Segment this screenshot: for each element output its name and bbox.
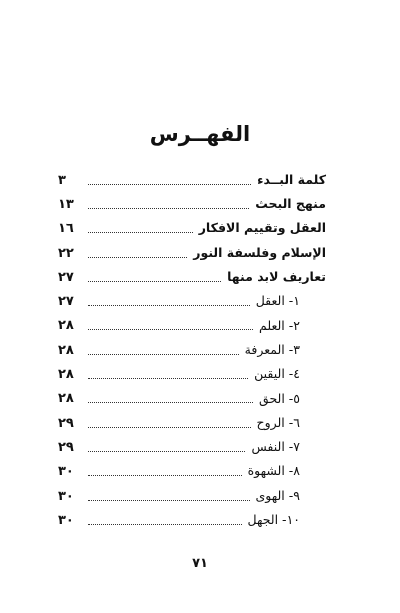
dot-leader — [88, 392, 253, 403]
toc-subentry — [58, 289, 326, 313]
dot-leader — [88, 465, 242, 476]
toc-entry-page: ١٣ — [58, 196, 74, 212]
page-title: الفهــرس — [149, 122, 251, 146]
toc-entry-page: ٢٧ — [58, 294, 74, 310]
dot-leader — [88, 198, 249, 209]
toc-entry-page: ٢٧ — [58, 269, 74, 285]
toc-entry-page: ٢٨ — [58, 318, 74, 334]
toc-entry-page: ٣٠ — [58, 488, 74, 504]
toc-entry-page: ٢٩ — [58, 415, 74, 431]
toc-entry-page: ٣٠ — [58, 512, 74, 528]
dot-leader — [88, 319, 253, 330]
toc-subentry — [58, 411, 326, 435]
dot-leader — [88, 295, 250, 306]
toc-entry-page: ٣ — [58, 172, 66, 188]
toc-entry — [58, 192, 326, 216]
toc-entry-title: ٩- الهوى — [255, 487, 300, 503]
toc-subentry — [58, 508, 326, 532]
toc-entry-title: ٥- الحق — [259, 390, 300, 406]
toc-entry-title: ٨- الشهوة — [247, 463, 300, 479]
page-number: ٧١ — [192, 556, 208, 571]
toc-entry-page: ٢٩ — [58, 439, 74, 455]
toc-subentry — [58, 460, 326, 484]
toc-entry-title: العقل وتقييم الافكار — [198, 220, 326, 236]
toc-entry-page: ٢٨ — [58, 367, 74, 383]
dot-leader — [88, 441, 245, 452]
dot-leader — [88, 514, 242, 525]
toc-entry — [58, 241, 326, 265]
dot-leader — [88, 417, 251, 428]
toc-subentry — [58, 484, 326, 508]
toc-entry-page: ٢٢ — [58, 245, 74, 261]
toc-entry-title: الإسلام وفلسفة النور — [193, 244, 326, 260]
dot-leader — [88, 344, 239, 355]
toc-subentry — [58, 362, 326, 386]
toc-entry-page: ١٦ — [58, 221, 74, 237]
toc-subentry — [58, 338, 326, 362]
toc-entry-title: ٢- العلم — [259, 317, 300, 333]
toc-subentry — [58, 435, 326, 459]
toc-entry-title: منهج البحث — [255, 196, 326, 212]
toc-entry-title: ١- العقل — [255, 293, 300, 309]
toc-entry-title: ٣- المعرفة — [244, 341, 300, 357]
toc-entry-page: ٢٨ — [58, 342, 74, 358]
dot-leader — [88, 490, 250, 501]
toc-entry — [58, 217, 326, 241]
dot-leader — [88, 247, 187, 258]
toc-entry-page: ٣٠ — [58, 464, 74, 480]
toc-entry-title: ٤- اليقين — [254, 366, 300, 382]
toc-entry — [58, 265, 326, 289]
toc-entry-title: كلمة البــدء — [257, 171, 326, 187]
toc-entry-title: ١٠- الجهل — [247, 512, 300, 528]
dot-leader — [88, 222, 193, 233]
dot-leader — [88, 174, 251, 185]
toc-entry — [58, 168, 326, 192]
toc-entry-page: ٢٨ — [58, 391, 74, 407]
toc-entry-title: ٧- النفس — [251, 439, 300, 455]
toc-entry-title: تعاريف لابد منها — [227, 269, 326, 285]
toc-entry-title: ٦- الروح — [256, 414, 300, 430]
table-of-contents — [58, 168, 326, 532]
dot-leader — [88, 271, 221, 282]
toc-subentry — [58, 387, 326, 411]
dot-leader — [88, 368, 248, 379]
toc-subentry — [58, 314, 326, 338]
